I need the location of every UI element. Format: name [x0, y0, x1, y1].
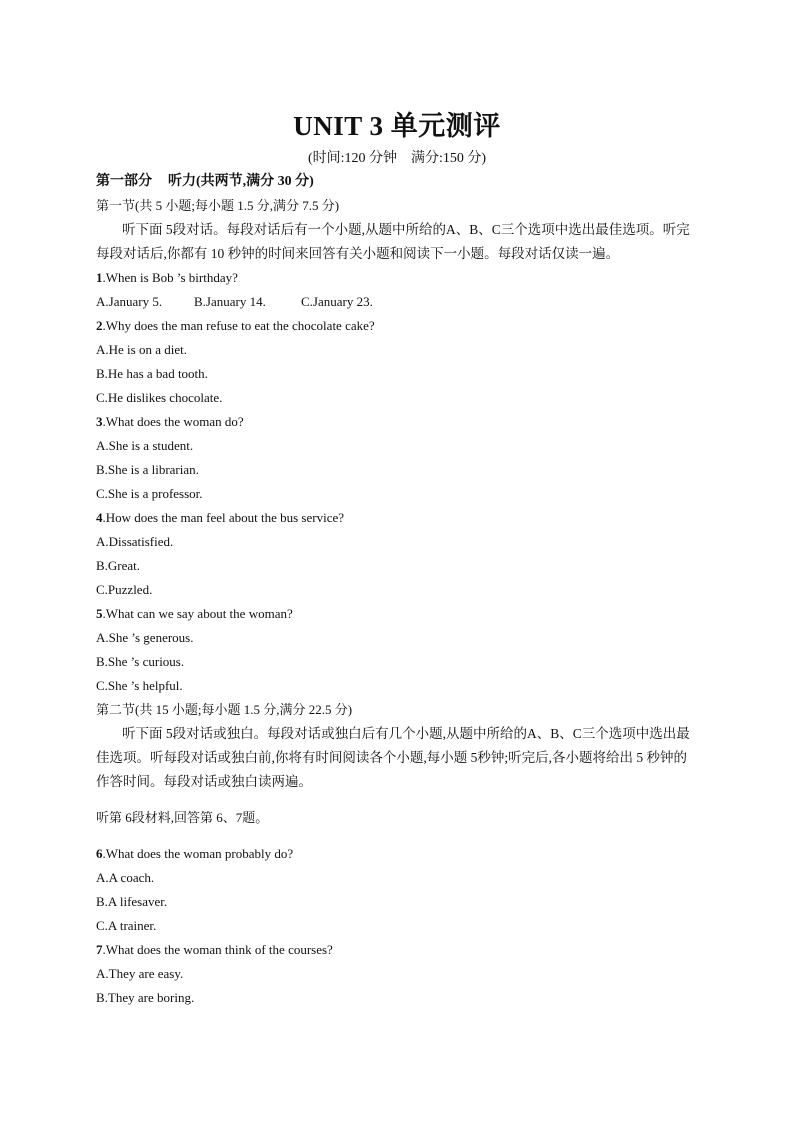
option-b: B.Great.	[96, 558, 141, 573]
question-1	[96, 266, 700, 290]
question-2	[96, 314, 700, 338]
time-score-info: (时间:120 分钟 满分:150 分)	[307, 151, 487, 166]
question-3	[96, 410, 700, 434]
part1-label: 第一部分	[96, 174, 152, 189]
question-number: 6	[96, 846, 103, 861]
question-number: 3	[96, 414, 103, 429]
section1-header: 第一节(共 5 小题;每小题 1.5 分,满分 7.5 分)	[96, 198, 340, 213]
option-a: A.They are easy.	[96, 966, 184, 981]
part1-title: 听力(共两节,满分 30 分)	[168, 174, 314, 189]
question-text: .What does the woman do?	[102, 414, 244, 429]
material-instruction: 听第 6段材料,回答第 6、7题。	[96, 810, 269, 825]
page-title: UNIT 3 单元测评	[293, 111, 501, 141]
option-a: A.A coach.	[96, 870, 155, 885]
option-a: A.Dissatisfied.	[96, 534, 174, 549]
option-c: C.He dislikes chocolate.	[96, 390, 223, 405]
question-number: 4	[96, 510, 103, 525]
section2-instructions: 听下面 5段对话或独白。每段对话或独白后有几个小题,从题中所给的A、B、C三个选项中选出最佳选项。听每段对话或独白前,你将有时间阅读各个小题,每小题 5秒钟;听完后,各小题将给出 5 秒钟的作答时间。每段对话或独白读两遍。	[96, 726, 690, 789]
question-text: .What does the woman probably do?	[102, 846, 294, 861]
option-b: B.He has a bad tooth.	[96, 366, 208, 381]
option-a: A.She ’s generous.	[96, 630, 194, 645]
part1-header	[96, 170, 700, 194]
option-c: C.She ’s helpful.	[96, 678, 183, 693]
question-5	[96, 602, 700, 626]
option-c: C.A trainer.	[96, 918, 157, 933]
option-b: B.She ’s curious.	[96, 654, 185, 669]
exam-content	[96, 170, 700, 1010]
question-number: 1	[96, 270, 103, 285]
question-text: .What does the woman think of the courses?	[102, 942, 333, 957]
question-number: 5	[96, 606, 103, 621]
option-c: C.She is a professor.	[96, 486, 203, 501]
option-b: B.She is a librarian.	[96, 462, 199, 477]
option-b: B.January 14.	[194, 294, 266, 309]
question-number: 7	[96, 942, 103, 957]
question-4	[96, 506, 700, 530]
question-7	[96, 938, 700, 962]
option-c: C.Puzzled.	[96, 582, 153, 597]
question-number: 2	[96, 318, 103, 333]
question-text: .What can we say about the woman?	[102, 606, 293, 621]
option-b: B.A lifesaver.	[96, 894, 168, 909]
option-c: C.January 23.	[301, 294, 373, 309]
question-text: .Why does the man refuse to eat the chocolate cake?	[102, 318, 375, 333]
option-a: A.She is a student.	[96, 438, 194, 453]
option-b: B.They are boring.	[96, 990, 195, 1005]
option-a: A.He is on a diet.	[96, 342, 187, 357]
section1-instructions: 听下面 5段对话。每段对话后有一个小题,从题中所给的A、B、C三个选项中选出最佳选项。听完每段对话后,你都有 10 秒钟的时间来回答有关小题和阅读下一小题。每段对话仅读一遍。	[96, 222, 690, 261]
question-6	[96, 842, 700, 866]
question-1-options	[96, 290, 700, 314]
question-text: .How does the man feel about the bus service?	[102, 510, 345, 525]
option-a: A.January 5.	[96, 294, 163, 309]
section2-header: 第二节(共 15 小题;每小题 1.5 分,满分 22.5 分)	[96, 702, 353, 717]
question-text: .When is Bob ’s birthday?	[102, 270, 238, 285]
